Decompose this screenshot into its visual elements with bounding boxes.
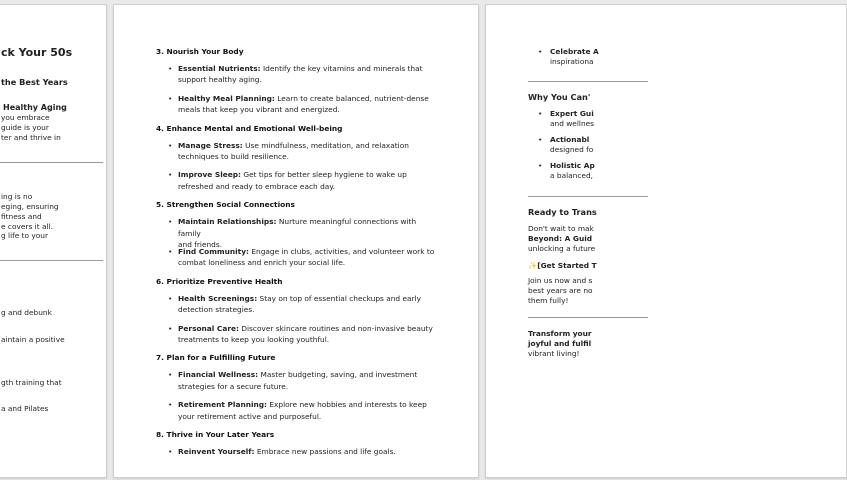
list-item-label: Improve Sleep: — [178, 170, 241, 180]
list-item-label: Financial Wellness: — [178, 370, 259, 380]
page-subtitle-fragment: the Best Years — [1, 77, 68, 87]
why-heading: Why You Can' — [528, 92, 591, 102]
list-fragment: g and debunk — [1, 308, 52, 317]
top-bullet-label: Celebrate A — [550, 47, 599, 56]
list-item-body — [178, 93, 438, 116]
section-heading: 5. Strengthen Social Connections — [156, 200, 295, 210]
section-heading: 4. Enhance Mental and Emotional Well-being — [156, 123, 343, 133]
list-item-body — [178, 293, 438, 316]
list-item-text: Identify the key vitamins and minerals that — [262, 64, 423, 73]
intro-line: you embrace — [1, 113, 50, 122]
list-item-text: and friends. — [178, 240, 223, 249]
intro-line: guide is your — [1, 123, 49, 132]
list-item-text: refreshed and ready to embrace each day. — [178, 181, 335, 191]
list-item-text: Get tips for better sleep hygiene to wake up — [243, 170, 407, 180]
paragraph-line: fitness and — [1, 212, 42, 221]
list-bullet: • — [538, 161, 543, 170]
list-item-text: Master budgeting, saving, and investment — [260, 370, 418, 380]
list-item-label: Manage Stress: — [178, 140, 243, 150]
join-line: best years are no — [528, 286, 593, 295]
list-item-body — [178, 446, 438, 457]
list-item-text: Discover skincare routines and non-invasive beauty — [241, 323, 433, 333]
divider — [0, 162, 103, 163]
section-heading: 8. Thrive in Your Later Years — [156, 430, 275, 439]
ready-line: unlocking a future — [528, 244, 596, 253]
join-line: them fully! — [528, 296, 569, 305]
transform-line-bold: joyful and fulfil — [528, 339, 592, 348]
why-item-label: Actionabl — [550, 135, 590, 144]
list-item-text: combat loneliness and enrich your social life. — [178, 258, 346, 268]
list-item-body — [178, 369, 438, 392]
why-item-line: designed fo — [550, 145, 594, 154]
divider — [0, 260, 103, 261]
list-bullet: • — [168, 293, 173, 303]
ready-line-bold: Beyond: A Guid — [528, 234, 593, 243]
list-item-text: Stay on top of essential checkups and early — [259, 293, 422, 303]
list-item-body — [178, 63, 438, 86]
document-page-left — [0, 4, 107, 478]
list-bullet: • — [168, 170, 173, 180]
list-item-body — [178, 140, 438, 163]
section-heading: 6. Prioritize Preventive Health — [156, 276, 283, 286]
page-title-fragment: ck Your 50s — [1, 46, 73, 59]
list-bullet: • — [168, 93, 173, 103]
why-item-line: a balanced, — [550, 171, 594, 180]
list-bullet: • — [168, 217, 173, 227]
list-item-text: treatments to keep you looking youthful. — [178, 335, 330, 344]
list-item-label: Essential Nutrients: — [178, 64, 261, 73]
list-bullet: • — [168, 447, 173, 456]
why-item-label: Holistic Ap — [550, 161, 595, 170]
section-heading: 7. Plan for a Fulfilling Future — [156, 353, 276, 363]
paragraph-line: e covers it all. — [1, 222, 53, 231]
list-fragment: aintain a positive — [1, 335, 65, 344]
paragraph-line: ing is no — [1, 192, 33, 201]
list-fragment: a and Pilates — [1, 404, 49, 413]
list-item — [168, 446, 438, 457]
transform-line: vibrant living! — [528, 349, 580, 358]
list-item — [168, 169, 438, 192]
list-bullet: • — [168, 247, 173, 256]
list-item-body — [178, 169, 438, 192]
ready-heading: Ready to Trans — [528, 207, 597, 217]
why-item-label: Expert Gui — [550, 109, 594, 118]
list-item-text: Embrace new passions and life goals. — [256, 447, 396, 456]
divider — [528, 196, 648, 197]
list-bullet: • — [538, 109, 543, 118]
divider — [528, 317, 648, 318]
intro-line: ter and thrive in — [1, 133, 61, 142]
paragraph-line: eging, ensuring — [1, 202, 59, 211]
cta-get-started: ✨[Get Started T — [528, 261, 597, 270]
ready-line: Don't wait to mak — [528, 224, 594, 233]
list-item — [168, 369, 438, 392]
list-bullet: • — [168, 323, 173, 333]
document-page-center — [113, 4, 479, 478]
list-item-text: Use mindfulness, meditation, and relaxation — [245, 140, 409, 150]
list-item-text: Nurture meaningful connections with family — [178, 217, 417, 238]
top-bullet-line: inspirationa — [550, 57, 594, 66]
list-bullet: • — [168, 64, 173, 73]
list-item-text: strategies for a secure future. — [178, 381, 289, 391]
list-item-body — [178, 399, 438, 422]
list-item-text: detection strategies. — [178, 305, 255, 315]
list-item-text: techniques to build resilience. — [178, 152, 289, 161]
list-bullet: • — [538, 135, 543, 144]
why-item-line: and wellnes — [550, 119, 595, 128]
list-bullet: • — [168, 140, 173, 150]
section-heading: 3. Nourish Your Body — [156, 47, 244, 56]
list-item-label: Health Screenings: — [178, 293, 258, 303]
list-item — [168, 399, 438, 422]
list-item-text: support healthy aging. — [178, 75, 262, 85]
list-item-label: Reinvent Yourself: — [178, 447, 255, 456]
list-item-label: Healthy Meal Planning: — [178, 93, 275, 103]
list-item-text: your retirement active and purposeful. — [178, 411, 322, 421]
list-item-text: Learn to create balanced, nutrient-dense — [277, 93, 429, 103]
list-item-label: Retirement Planning: — [178, 400, 268, 410]
list-fragment: gth training that — [1, 378, 62, 387]
list-item-label: Personal Care: — [178, 323, 239, 333]
list-item — [168, 63, 438, 86]
list-item — [168, 93, 438, 116]
list-item — [168, 246, 438, 269]
list-bullet: • — [168, 370, 173, 380]
list-item-text: Engage in clubs, activities, and volunteer work to — [251, 247, 435, 256]
list-item-label: Find Community: — [178, 247, 249, 256]
transform-line-bold: Transform your — [528, 329, 592, 338]
list-item — [168, 323, 438, 346]
list-bullet: • — [538, 47, 543, 56]
paragraph-line: g life to your — [1, 231, 49, 240]
list-item-text: meals that keep you vibrant and energized. — [178, 105, 340, 115]
intro-heading-fragment: Healthy Aging — [3, 103, 67, 112]
list-item — [168, 140, 438, 163]
list-item-body — [178, 323, 438, 346]
list-item-body — [178, 246, 438, 269]
list-item-label: Maintain Relationships: — [178, 217, 277, 227]
list-item-text: Explore new hobbies and interests to keep — [269, 400, 427, 410]
list-item — [168, 293, 438, 316]
join-line: Join us now and s — [528, 276, 593, 285]
document-page-right — [485, 4, 847, 478]
divider — [528, 81, 648, 82]
list-bullet: • — [168, 400, 173, 410]
